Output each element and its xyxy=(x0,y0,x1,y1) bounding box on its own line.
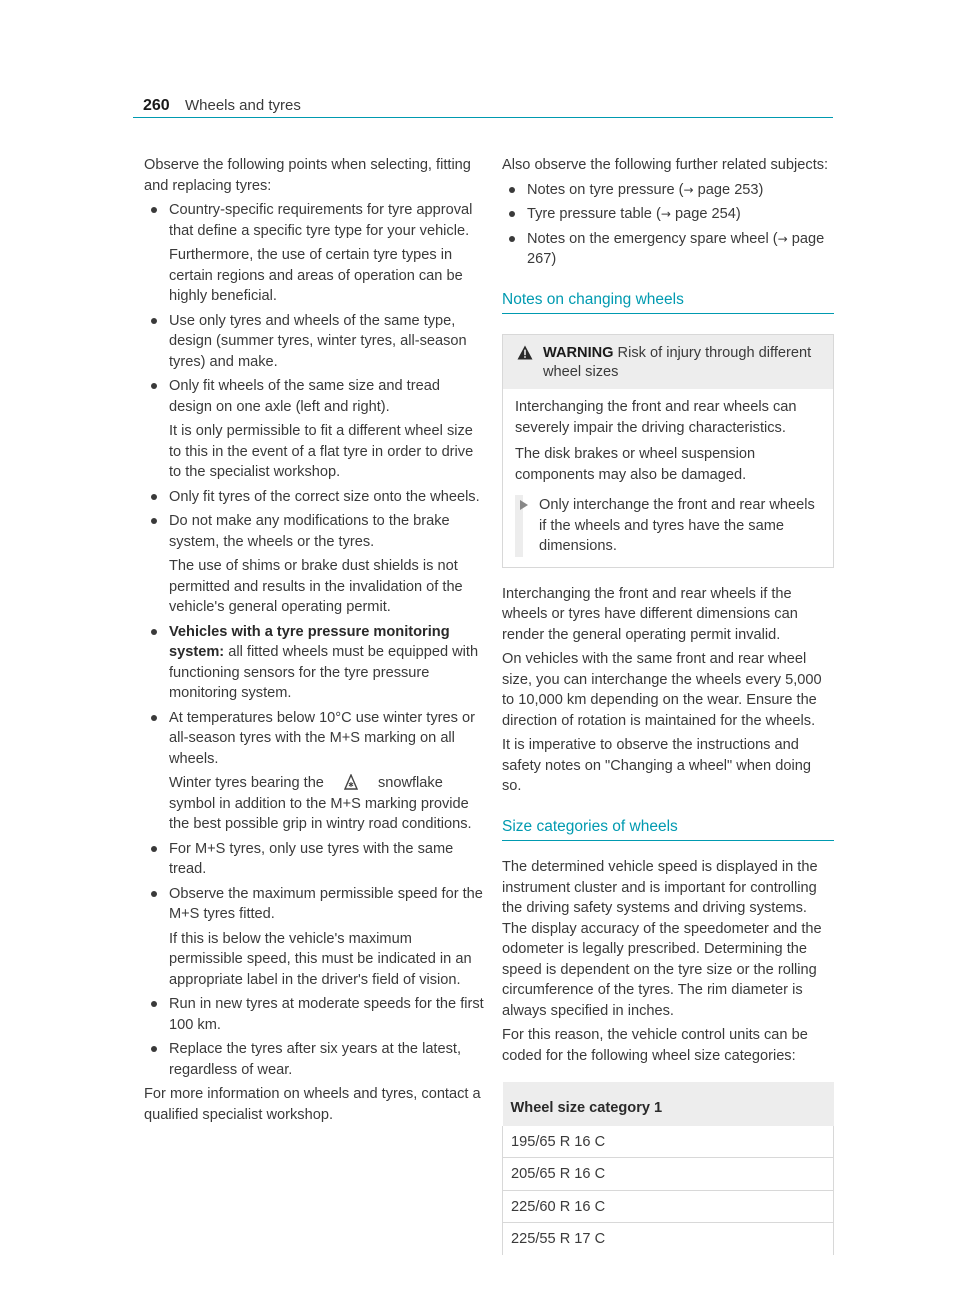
list-item xyxy=(144,376,484,483)
list-item-text: Run in new tyres at moderate speeds for the first 100 km. xyxy=(169,996,484,1033)
list-item-text: Country-specific requirements for tyre approval that define a specific tyre type for your vehicle. xyxy=(169,202,473,239)
bullet-icon xyxy=(151,494,157,500)
list-item-text: Replace the tyres after six years at the latest, regardless of wear. xyxy=(169,1041,462,1078)
list-item-note: Furthermore, the use of certain tyre types in certain regions and areas of operation can be highly beneficial. xyxy=(169,247,463,304)
body-paragraph: It is imperative to observe the instructions and safety notes on "Changing a wheel" when doing so. xyxy=(502,737,811,794)
list-item-note xyxy=(169,773,484,835)
warning-body xyxy=(503,389,833,567)
table-row xyxy=(503,1158,834,1191)
table-cell: 225/60 R 16 C xyxy=(503,1190,834,1223)
bullet-icon xyxy=(151,518,157,524)
bullet-icon xyxy=(151,207,157,213)
section-heading-size-categories: Size categories of wheels xyxy=(502,817,834,842)
bullet-icon xyxy=(151,1046,157,1052)
warning-box xyxy=(502,334,834,568)
list-item-text: Only fit wheels of the same size and tread design on one axle (left and right). xyxy=(169,378,440,415)
list-item xyxy=(144,1039,484,1080)
list-item xyxy=(144,884,484,991)
page-reference[interactable]: page 267) xyxy=(527,230,825,267)
body-paragraph: For this reason, the vehicle control units can be coded for the following wheel size categories: xyxy=(502,1027,808,1064)
link-text: Notes on tyre pressure ( xyxy=(527,181,684,198)
cross-reference-arrow-icon: → xyxy=(660,207,671,221)
bullet-icon xyxy=(509,236,515,242)
bullet-icon xyxy=(509,187,515,193)
warning-action-step xyxy=(515,495,821,557)
list-item xyxy=(144,511,484,618)
table-row xyxy=(503,1126,834,1158)
bullet-icon xyxy=(151,1001,157,1007)
tyre-points-list xyxy=(144,200,484,1080)
table-row xyxy=(503,1190,834,1223)
intro-paragraph: Observe the following points when selecting, fitting and replacing tyres: xyxy=(144,157,471,194)
related-topic-link[interactable] xyxy=(502,180,834,201)
body-paragraph: Interchanging the front and rear wheels if the wheels or tyres have different dimensions can render the general operating permit invalid. xyxy=(502,585,798,643)
body-paragraph: The determined vehicle speed is displayed in the instrument cluster and is important for controlling the driving safety systems and driving systems. The display accuracy of the speedometer and the odometer is legally prescribed. Determining the speed is dependent on the tyre size or the rolling circumference of the tyres. The rim diameter is always specified in inches. xyxy=(502,859,822,1019)
bullet-icon xyxy=(151,891,157,897)
bullet-icon xyxy=(151,383,157,389)
related-intro: Also observe the following further related subjects: xyxy=(502,157,829,173)
list-item-note: It is only permissible to fit a different wheel size to this in the event of a flat tyre in order to drive to the specialist workshop. xyxy=(169,423,474,480)
table-cell: 205/65 R 16 C xyxy=(503,1158,834,1191)
list-item xyxy=(144,708,484,835)
bullet-icon xyxy=(151,629,157,635)
list-item-text: Do not make any modifications to the brake system, the wheels or the tyres. xyxy=(169,513,450,550)
page-reference[interactable]: page 253) xyxy=(697,181,764,198)
body-paragraph: On vehicles with the same front and rear wheel size, you can interchange the wheels every 5,000 to 10,000 km depending on the wear. Ensure the direction of rotation is maintained for the wheels. xyxy=(502,651,822,729)
cross-reference-arrow-icon: → xyxy=(777,231,788,246)
warning-paragraph: The disk brakes or wheel suspension components may also be damaged. xyxy=(515,446,756,483)
list-item xyxy=(144,994,484,1035)
page-header xyxy=(133,94,833,118)
list-item xyxy=(144,622,484,704)
page-section-title: Wheels and tyres xyxy=(185,97,301,114)
list-item-text: Use only tyres and wheels of the same type, design (summer tyres, winter tyres, all-season tyres) and make. xyxy=(169,312,467,370)
action-step-text: Only interchange the front and rear wheels if the wheels and tyres have the same dimensions. xyxy=(539,497,815,554)
right-column xyxy=(502,155,834,1255)
list-item xyxy=(144,487,484,508)
bullet-icon xyxy=(509,211,515,217)
warning-headline: Risk of injury through different wheel sizes xyxy=(543,345,812,380)
table-row xyxy=(503,1223,834,1255)
section-heading-changing-wheels: Notes on changing wheels xyxy=(502,290,834,315)
wheel-size-table xyxy=(502,1082,834,1255)
page-number: 260 xyxy=(143,97,170,114)
warning-header xyxy=(503,335,833,389)
warning-paragraph: Interchanging the front and rear wheels can severely impair the driving characteristics. xyxy=(515,399,797,436)
list-item-text: Observe the maximum permissible speed for the M+S tyres fitted. xyxy=(169,885,483,922)
warning-label: WARNING xyxy=(543,345,614,361)
left-column xyxy=(144,155,484,1129)
related-topic-link[interactable] xyxy=(502,229,834,270)
list-item xyxy=(144,311,484,373)
action-arrow-icon xyxy=(520,500,528,510)
bullet-icon xyxy=(151,318,157,324)
page-reference[interactable]: page 254) xyxy=(674,206,741,222)
list-item-text: Only fit tyres of the correct size onto the wheels. xyxy=(169,488,480,505)
note-text-after: snowflake symbol in addition to the M+S marking provide the best possible grip in wintry road conditions. xyxy=(169,775,472,832)
table-cell: 195/65 R 16 C xyxy=(503,1126,834,1158)
list-item xyxy=(144,200,484,307)
snowflake-mountain-icon xyxy=(344,774,358,790)
link-text: Notes on the emergency spare wheel ( xyxy=(527,230,778,247)
note-text-before: Winter tyres bearing the xyxy=(169,775,324,791)
list-item-note: If this is below the vehicle's maximum permissible speed, this must be indicated in an appropriate label in the driver's field of vision. xyxy=(169,930,472,988)
list-item-text: For M+S tyres, only use tyres with the same tread. xyxy=(169,840,454,877)
link-text: Tyre pressure table ( xyxy=(527,206,661,222)
list-item-text: At temperatures below 10°C use winter tyres or all-season tyres with the M+S marking on all wheels. xyxy=(169,709,475,767)
table-cell: 225/55 R 17 C xyxy=(503,1223,834,1255)
outro-paragraph: For more information on wheels and tyres, contact a qualified specialist workshop. xyxy=(144,1086,481,1123)
related-topic-link[interactable] xyxy=(502,204,834,225)
warning-triangle-icon xyxy=(517,345,533,360)
bullet-icon xyxy=(151,846,157,852)
list-item-term: Vehicles with a tyre pressure monitoring system: xyxy=(169,623,450,660)
cross-reference-arrow-icon: → xyxy=(683,182,694,197)
list-item-text: all fitted wheels must be equipped with functioning sensors for the tyre pressure monitoring system. xyxy=(169,644,479,701)
list-item xyxy=(144,839,484,880)
related-topics-list xyxy=(502,180,834,270)
table-header: Wheel size category 1 xyxy=(503,1082,834,1126)
header-rule xyxy=(133,117,833,118)
bullet-icon xyxy=(151,715,157,721)
list-item-note: The use of shims or brake dust shields is not permitted and results in the invalidation of the vehicle's general operating permit. xyxy=(169,558,463,615)
